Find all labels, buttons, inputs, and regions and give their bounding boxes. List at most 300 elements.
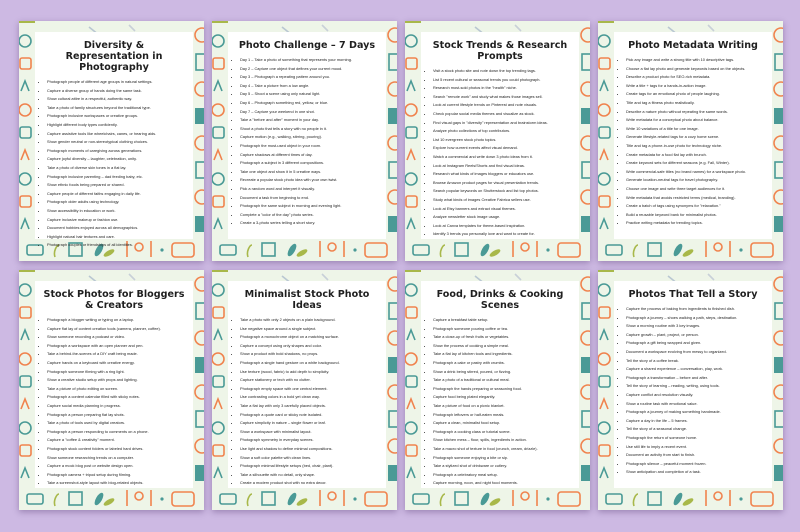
list-item: • Take a photo of a traditional or cultural meal. <box>433 376 575 385</box>
prompt-list <box>35 316 193 488</box>
camera-lens-icon <box>581 277 590 291</box>
list-item: • Photograph symmetry in everyday scenes. <box>240 436 382 445</box>
notebook-icon <box>389 54 397 70</box>
list-item: • Title and tag a fitness photo realistically. <box>626 99 768 108</box>
picture-frame-icon <box>262 492 275 505</box>
list-item: • Show kitchen mess – flour, spills, ingredients in action. <box>433 436 575 445</box>
list-item: • Day 2 – Capture one object that defines your current mood. <box>240 65 382 74</box>
leaf-icon <box>489 248 502 258</box>
list-item: • Photograph a workspace with an open planner and pen. <box>47 342 189 351</box>
tripod-icon <box>407 81 415 91</box>
camera-lens-icon <box>774 28 783 42</box>
list-item: • Photograph a subject in 3 different compositions. <box>240 159 382 168</box>
list-item: • Take a photo of diverse skin tones in a flat lay. <box>47 164 189 173</box>
list-item: • Take a picture of food on a picnic blanket. <box>433 402 575 411</box>
list-item: • Day 7 – Capture your weekend in one shot. <box>240 108 382 117</box>
lens-icon <box>212 284 224 296</box>
camera-lens-icon <box>195 277 204 291</box>
notebook-icon <box>389 411 397 427</box>
list-item: • Photograph moments of caregiving across generations. <box>47 147 189 156</box>
notebook-icon <box>196 303 204 319</box>
list-item: • Analyze newsletter stock image usage. <box>433 213 575 222</box>
list-item: • Use negative space around a single subject. <box>240 325 382 334</box>
picture-frame-icon <box>406 196 417 207</box>
list-item: • Capture assistive tools like wheelchairs, canes, or hearing aids. <box>47 130 189 139</box>
list-item: • Photograph a journey – shoes walking a path, steps, destination. <box>626 314 768 323</box>
camera-lens-icon <box>581 385 590 399</box>
list-item: • Take a screenshot-style layout with blog-related objects. <box>47 479 189 488</box>
list-item: • Recreate a popular stock photo idea with your own twist. <box>240 176 382 185</box>
camera-icon <box>195 357 204 373</box>
list-item: • Photograph a person preparing flat lay shots. <box>47 411 189 420</box>
list-item: • Create metadata for a food flat lay with brunch. <box>626 151 768 160</box>
camera-lens-icon <box>774 190 783 204</box>
lens-icon <box>405 173 417 185</box>
lens-icon <box>212 422 224 434</box>
list-item: • Choose one image and write three target audiences for it. <box>626 185 768 194</box>
list-item: • Show a soft color palette with clean lines. <box>240 454 382 463</box>
list-item: • Look at Instagram Reels/Shorts and find visual ideas. <box>433 162 575 171</box>
dot-icon <box>739 248 742 251</box>
list-item: • Take a photo with only 2 objects on a plain background. <box>240 316 382 325</box>
list-item: • Photograph the same subject in morning and evening light. <box>240 202 382 211</box>
list-item: • Show someone recording a podcast or video. <box>47 333 189 342</box>
list-item: • Title and tag a phone-in-use photo for technology niche. <box>626 142 768 151</box>
notebook-icon <box>196 411 204 427</box>
list-item: • Photograph a blogger writing or typing on a laptop. <box>47 316 189 325</box>
person-icon <box>714 243 722 251</box>
picture-frame-icon <box>599 58 610 69</box>
tripod-icon <box>214 81 222 91</box>
list-item: • Take a picture of photo editing on screen. <box>47 385 189 394</box>
camera-icon <box>774 357 783 373</box>
list-item: • Capture a day in the life – 5 frames. <box>626 417 768 426</box>
list-item: • Show a creative studio setup with props and lighting. <box>47 376 189 385</box>
picture-frame-icon <box>213 445 224 456</box>
list-item: • Create a modern product shot with no extra decor. <box>240 479 382 488</box>
worksheet-page <box>19 270 204 510</box>
lens-icon <box>212 173 224 185</box>
list-item: • Document an activity from start to finish. <box>626 451 768 460</box>
camera-lens-icon <box>581 190 590 204</box>
tripod-icon <box>600 468 608 478</box>
list-item: • Search "remote work" and study what makes those images sell. <box>433 93 575 102</box>
list-item: • Capture inclusive makeup or fashion use. <box>47 216 189 225</box>
tripod-icon <box>214 219 222 229</box>
leaf-icon <box>93 491 105 506</box>
list-item: • Show a morning routine with 3 key images. <box>626 322 768 331</box>
worksheet-card <box>421 32 579 239</box>
list-item: • Pick any image and write a strong title with 10 descriptive tags. <box>626 56 768 65</box>
paperclip-icon <box>708 25 714 31</box>
page-title: Stock Photos for Bloggers & Creators <box>43 289 185 311</box>
list-item: • Photograph a single hand gesture on a white background. <box>240 359 382 368</box>
paperclip-icon <box>440 494 445 506</box>
prompt-list <box>35 78 193 250</box>
page-title: Photo Metadata Writing <box>628 40 758 51</box>
lens-icon <box>19 284 31 296</box>
worksheet-page <box>598 270 783 510</box>
accent-bar <box>405 270 421 272</box>
list-item: • Photograph couples or friendships of all identities. <box>47 241 189 250</box>
prompt-list <box>614 56 772 228</box>
accent-bar <box>212 270 228 272</box>
lens-icon <box>19 104 31 116</box>
list-item: • Write metadata for a conceptual photo about balance. <box>626 116 768 125</box>
paperclip-icon <box>322 25 328 31</box>
camera-lens-icon <box>388 136 397 150</box>
camera-icon <box>195 108 204 124</box>
list-item: • Capture flat lay of content creation tools (camera, planner, coffee). <box>47 325 189 334</box>
accent-bar <box>598 270 614 272</box>
paperclip-icon <box>515 274 521 280</box>
dot-icon <box>353 497 356 500</box>
camera-lens-icon <box>388 28 397 42</box>
list-item: • Generate location-neutral tags for travel photography. <box>626 176 768 185</box>
lens-icon <box>212 353 224 365</box>
lens-icon <box>212 35 224 47</box>
list-item: • Photograph people of different age groups in natural settings. <box>47 78 189 87</box>
lens-icon <box>405 353 417 365</box>
prompt-list <box>614 305 772 477</box>
camera-icon <box>751 243 773 257</box>
list-item: • List 10 evergreen stock photo topics. <box>433 136 575 145</box>
list-item: • Photograph a monochrome object on a matching surface. <box>240 333 382 342</box>
picture-frame-icon <box>262 243 275 256</box>
list-item: • Search popular keywords on Shutterstock and list top photos. <box>433 187 575 196</box>
camera-lens-icon <box>581 136 590 150</box>
list-item: • Capture food being plated elegantly. <box>433 393 575 402</box>
list-item: • Document hobbies enjoyed across all demographics. <box>47 224 189 233</box>
camera-lens-icon <box>388 277 397 291</box>
list-item: • Photograph inclusive workspaces or creative groups. <box>47 112 189 121</box>
list-item: • Photograph someone pouring coffee or tea. <box>433 325 575 334</box>
picture-frame-icon <box>20 58 31 69</box>
list-item: • Write a title + tags for a hands-in-action image. <box>626 82 768 91</box>
picture-frame-icon <box>599 127 610 138</box>
picture-frame-icon <box>69 492 82 505</box>
list-item: • Show cultural attire in a respectful, authentic way. <box>47 95 189 104</box>
list-item: • Take a silhouette with no detail, only shape. <box>240 471 382 480</box>
picture-frame-icon <box>599 445 610 456</box>
list-item: • Photograph the hands preparing or seasoning food. <box>433 385 575 394</box>
lens-icon <box>598 35 610 47</box>
person-icon <box>714 492 722 500</box>
list-item: • Take a "before and after" moment in your day. <box>240 116 382 125</box>
worksheet-page <box>19 21 204 261</box>
list-item: • Take a close-up of fresh fruits or vegetables. <box>433 333 575 342</box>
list-item: • Photograph a quote card or sticky note isolated. <box>240 411 382 420</box>
list-item: • Create a 3-photo series telling a short story. <box>240 219 382 228</box>
prompt-list <box>421 316 579 488</box>
person-icon <box>328 492 336 500</box>
camera-icon <box>195 216 204 232</box>
camera-lens-icon <box>774 136 783 150</box>
list-item: • Photograph a gift being wrapped and given. <box>626 339 768 348</box>
notebook-icon <box>196 54 204 70</box>
page-title: Food, Drinks & Cooking Scenes <box>436 289 564 311</box>
notebook-icon <box>582 162 590 178</box>
camera-icon <box>606 494 622 504</box>
camera-icon <box>581 465 590 481</box>
lens-icon <box>598 353 610 365</box>
camera-lens-icon <box>388 439 397 453</box>
camera-lens-icon <box>388 82 397 96</box>
lens-icon <box>598 422 610 434</box>
tripod-icon <box>21 468 29 478</box>
list-item: • Capture simplicity in nature – single flower or leaf. <box>240 419 382 428</box>
picture-frame-icon <box>20 196 31 207</box>
worksheet-card <box>421 281 579 488</box>
camera-lens-icon <box>774 82 783 96</box>
list-item: • Day 3 – Photograph a repeating pattern around you. <box>240 73 382 82</box>
list-item: • Show a product with bold shadows, no props. <box>240 350 382 359</box>
camera-icon <box>388 357 397 373</box>
list-item: • Photograph silence – peaceful moment frozen. <box>626 460 768 469</box>
leaf-icon <box>682 497 695 507</box>
leaf-icon <box>296 497 309 507</box>
picture-frame-icon <box>213 58 224 69</box>
picture-frame-icon <box>213 307 224 318</box>
lens-icon <box>405 422 417 434</box>
picture-frame-icon <box>599 307 610 318</box>
tripod-icon <box>407 330 415 340</box>
tripod-icon <box>21 219 29 229</box>
lens-icon <box>212 104 224 116</box>
tripod-icon <box>21 150 29 160</box>
list-item: • Capture a "coffee & creativity" moment. <box>47 436 189 445</box>
camera-lens-icon <box>388 331 397 345</box>
camera-icon <box>172 492 194 506</box>
picture-frame-icon <box>599 376 610 387</box>
picture-frame-icon <box>213 376 224 387</box>
worksheet-page <box>405 21 590 261</box>
paperclip-icon <box>247 494 252 506</box>
notebook-icon <box>775 54 783 70</box>
list-item: • Use contrasting colors in a bold yet clean way. <box>240 393 382 402</box>
camera-lens-icon <box>195 136 204 150</box>
leaf-icon <box>682 248 695 258</box>
tripod-icon <box>600 399 608 409</box>
list-item: • Show someone researching trends on a computer. <box>47 454 189 463</box>
lens-icon <box>405 35 417 47</box>
list-item: • Look at Canva templates for theme-based inspiration. <box>433 222 575 231</box>
tripod-icon <box>600 219 608 229</box>
dot-icon <box>739 497 742 500</box>
leaf-icon <box>296 248 309 258</box>
notebook-icon <box>389 162 397 178</box>
list-item: • Capture morning, noon, and night food moments. <box>433 479 575 488</box>
camera-lens-icon <box>388 385 397 399</box>
list-item: • Photograph inclusive parenting – dad feeding baby, etc. <box>47 173 189 182</box>
camera-lens-icon <box>774 331 783 345</box>
picture-frame-icon <box>213 196 224 207</box>
camera-icon <box>365 492 387 506</box>
paperclip-icon <box>247 245 252 257</box>
list-item: • Day 6 – Photograph something red, yellow, or blue. <box>240 99 382 108</box>
camera-lens-icon <box>774 277 783 291</box>
list-item: • Photograph the most-used object in your room. <box>240 142 382 151</box>
list-item: • Complete a "color of the day" photo series. <box>240 211 382 220</box>
tripod-icon <box>214 399 222 409</box>
list-item: • Photograph stock content folders or labeled hard drives. <box>47 445 189 454</box>
notebook-icon <box>582 411 590 427</box>
worksheet-card <box>614 32 772 239</box>
tripod-icon <box>21 81 29 91</box>
picture-frame-icon <box>648 243 661 256</box>
list-item: • Photograph minimal lifestyle setups (bed, chair, plant). <box>240 462 382 471</box>
list-item: • Study what kinds of images Creative Fabrica sellers use. <box>433 196 575 205</box>
list-item: • Photograph older adults using technology. <box>47 198 189 207</box>
person-icon <box>328 243 336 251</box>
picture-frame-icon <box>455 492 468 505</box>
list-item: • Capture a breakfast table setup. <box>433 316 575 325</box>
accent-bar <box>405 21 421 23</box>
list-item: • Use texture (wood, fabric) to add depth to simplicity. <box>240 368 382 377</box>
paperclip-icon <box>515 25 521 31</box>
worksheet-card <box>35 32 193 248</box>
paperclip-icon <box>129 25 135 31</box>
lens-icon <box>19 422 31 434</box>
camera-icon <box>27 494 43 504</box>
lens-icon <box>598 104 610 116</box>
notebook-icon <box>582 303 590 319</box>
list-item: • Research what kinds of images bloggers or educators use. <box>433 170 575 179</box>
list-item: • Write 10 variations of a title for one image. <box>626 125 768 134</box>
list-item: • Photograph a transformation – before and after. <box>626 374 768 383</box>
accent-bar <box>212 21 228 23</box>
list-item: • Watch a commercial and write down 3 photo ideas from it. <box>433 153 575 162</box>
camera-icon <box>774 216 783 232</box>
camera-lens-icon <box>774 439 783 453</box>
list-item: • Photograph someone enjoying a bite or sip. <box>433 454 575 463</box>
list-item: • Take a macro shot of texture in food (crunch, cream, drizzle). <box>433 445 575 454</box>
list-item: • Shoot a photo that tells a story with no people in it. <box>240 125 382 134</box>
list-item: • Capture conflict and resolution visually. <box>626 391 768 400</box>
list-item: • Tell the story of learning – reading, writing, using tools. <box>626 382 768 391</box>
list-item: • Check popular social media themes and visualize as stock. <box>433 110 575 119</box>
tripod-icon <box>214 150 222 160</box>
leaf-icon <box>489 497 502 507</box>
tripod-icon <box>407 399 415 409</box>
dot-icon <box>546 248 549 251</box>
list-item: • Capture shadows at different times of day. <box>240 151 382 160</box>
list-item: • Photograph a cake or pastry with crumbs. <box>433 359 575 368</box>
paperclip-icon <box>322 274 328 280</box>
list-item: • Capture a mock blog post or website design open. <box>47 462 189 471</box>
page-title: Minimalist Stock Photo Ideas <box>244 289 370 311</box>
camera-lens-icon <box>195 439 204 453</box>
camera-icon <box>558 243 580 257</box>
camera-icon <box>388 465 397 481</box>
camera-icon <box>388 108 397 124</box>
list-item: • Take a photo of tools used by digital creators. <box>47 419 189 428</box>
list-item: • Photograph a celebratory meal setup. <box>433 471 575 480</box>
list-item: • Research most-sold photos in the "health" niche. <box>433 84 575 93</box>
list-item: • Photograph a journey of making something handmade. <box>626 408 768 417</box>
page-title: Diversity & Representation in Photography <box>65 40 163 73</box>
list-item: • Build a reusable keyword bank for minimalist photos. <box>626 211 768 220</box>
tripod-icon <box>600 150 608 160</box>
camera-icon <box>774 465 783 481</box>
list-item: • Capture joyful diversity – laughter, celebration, unity. <box>47 155 189 164</box>
list-item: • Highlight different body types confidently. <box>47 121 189 130</box>
picture-frame-icon <box>599 196 610 207</box>
picture-frame-icon <box>406 127 417 138</box>
page-title: Photo Challenge – 7 Days <box>238 40 376 51</box>
picture-frame-icon <box>213 127 224 138</box>
camera-lens-icon <box>195 82 204 96</box>
worksheet-page <box>405 270 590 510</box>
dot-icon <box>546 497 549 500</box>
accent-bar <box>19 270 35 272</box>
list-item: • Take a flat lay of kitchen tools and ingredients. <box>433 350 575 359</box>
worksheet-page <box>212 270 397 510</box>
picture-frame-icon <box>20 445 31 456</box>
paperclip-icon <box>633 245 638 257</box>
list-item: • Show the process of cooking a simple meal. <box>433 342 575 351</box>
leaf-icon <box>479 491 491 506</box>
picture-frame-icon <box>455 243 468 256</box>
page-title: Photos That Tell a Story <box>628 289 758 300</box>
camera-lens-icon <box>581 331 590 345</box>
list-item: • Photograph empty space with one central element. <box>240 385 382 394</box>
leaf-icon <box>672 242 684 257</box>
notebook-icon <box>775 162 783 178</box>
tripod-icon <box>600 81 608 91</box>
tripod-icon <box>21 330 29 340</box>
list-item: • Tell the story of a coffee break. <box>626 357 768 366</box>
list-item: • Photograph a person responding to comments on a phone. <box>47 428 189 437</box>
leaf-icon <box>286 242 298 257</box>
camera-icon <box>388 216 397 232</box>
list-item: • Show accessibility in education or work. <box>47 207 189 216</box>
list-item: • Look at current lifestyle trends on Pinterest and note visuals. <box>433 101 575 110</box>
paperclip-icon <box>633 494 638 506</box>
list-item: • Create keyword sets for different seasons (e.g. Fall, Winter). <box>626 159 768 168</box>
worksheet-page <box>212 21 397 261</box>
list-item: • Create tags for an emotional photo of people laughing. <box>626 90 768 99</box>
list-item: • Capture motion (e.g., walking, stirring, pouring). <box>240 133 382 142</box>
list-item: • Photograph someone filming with a ring light. <box>47 368 189 377</box>
camera-icon <box>558 492 580 506</box>
list-item: • Highlight natural hair textures and care. <box>47 233 189 242</box>
list-item: • Document a task from beginning to end. <box>240 194 382 203</box>
list-item: • Show anticipation and completion of a task. <box>626 468 768 477</box>
paperclip-icon <box>129 274 135 280</box>
page-title: Stock Trends & Research Prompts <box>432 40 568 62</box>
list-item: • Photograph leftovers or half-eaten meals. <box>433 411 575 420</box>
list-item: • Use still life to imply a recent event. <box>626 443 768 452</box>
camera-lens-icon <box>388 190 397 204</box>
notebook-icon <box>775 411 783 427</box>
notebook-icon <box>582 54 590 70</box>
prompt-list <box>228 56 386 228</box>
lens-icon <box>19 353 31 365</box>
tripod-icon <box>21 399 29 409</box>
picture-frame-icon <box>20 376 31 387</box>
camera-icon <box>581 108 590 124</box>
tripod-icon <box>407 150 415 160</box>
list-item: • Choose a flat lay photo and generate keywords based on the objects. <box>626 65 768 74</box>
list-item: • Pick a random word and interpret it visually. <box>240 185 382 194</box>
list-item: • Document a workspace evolving from messy to organized. <box>626 348 768 357</box>
camera-lens-icon <box>195 190 204 204</box>
worksheet-card <box>614 281 772 488</box>
camera-icon <box>606 245 622 255</box>
lens-icon <box>598 284 610 296</box>
list-item: • Describe a product photo for SEO-rich metadata. <box>626 73 768 82</box>
